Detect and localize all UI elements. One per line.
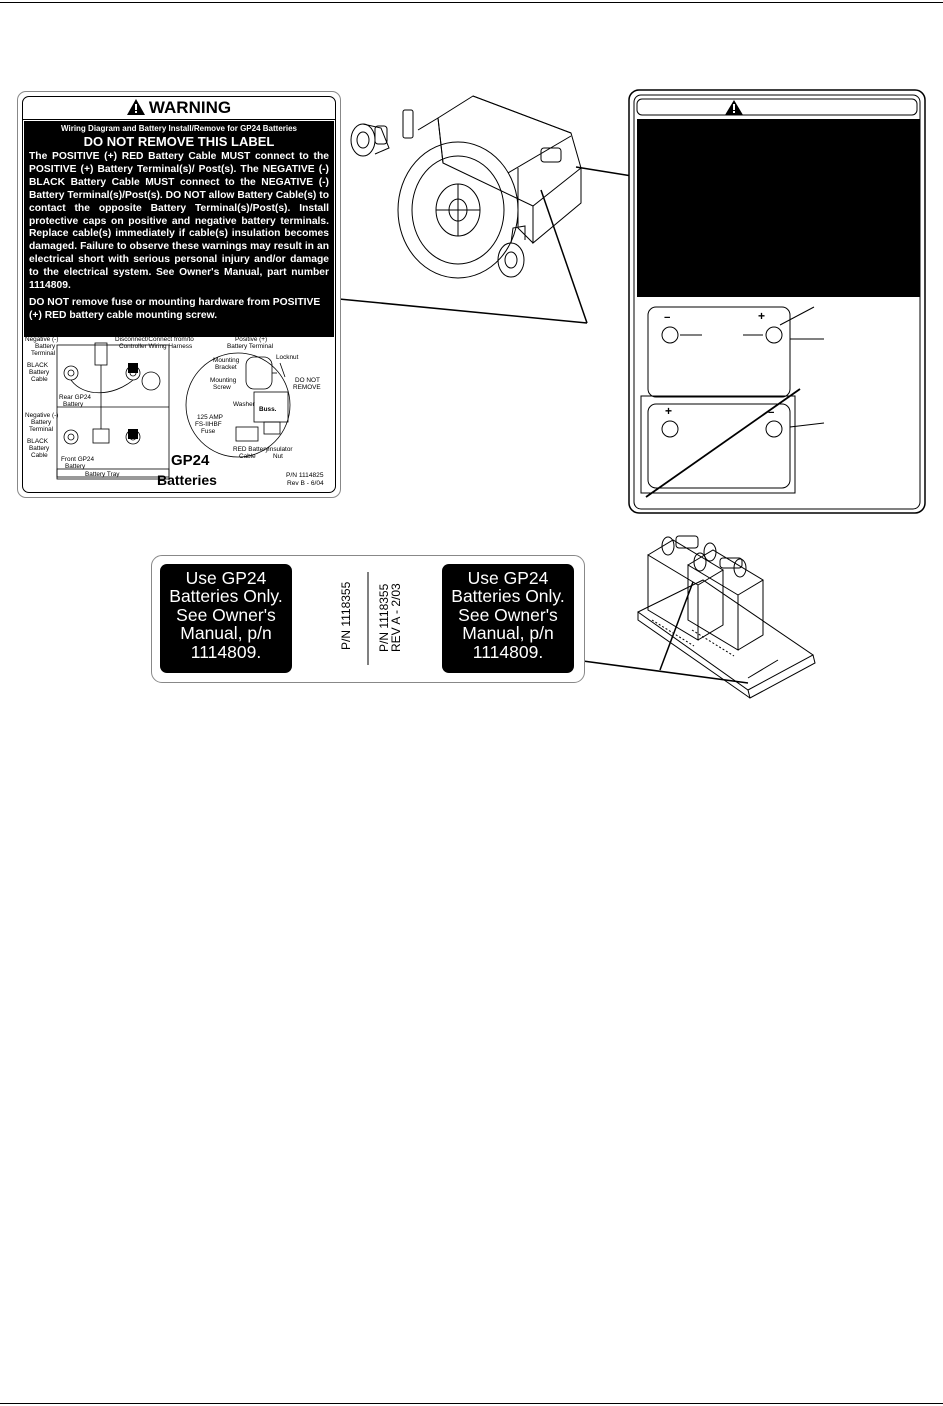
tray-pn-1: P/N 1118355 [339, 581, 353, 650]
tray-right-line-5: 1114809. [472, 641, 544, 662]
tray-rev: REV A - 2/03 [389, 583, 403, 652]
terminal-plus-bottom: + [665, 404, 673, 418]
tray-left-line-1: Use GP24 [185, 568, 267, 588]
label-buss: Buss. [259, 406, 277, 413]
battery-warning-label [17, 91, 341, 498]
label-washer: Washer [233, 401, 255, 408]
label-mounting-screw: Mounting Screw [210, 377, 237, 391]
gp24-title: GP24 [171, 452, 210, 469]
label-black-cable-1: BLACK Battery Cable [27, 362, 50, 383]
label-neg-terminal-1: Negative (-) Battery Terminal [25, 337, 59, 357]
warning-text-panel [24, 121, 334, 337]
tray-left-line-3: See Owner's [176, 604, 276, 625]
label-battery-tray: Battery Tray [85, 471, 120, 478]
battery-tray-illustration [628, 520, 928, 700]
tray-label-right-panel [442, 564, 574, 673]
warning-label-frame [22, 96, 336, 493]
label-do-not-remove: DO NOT REMOVE [293, 377, 321, 391]
label-rear-battery: Rear GP24 Battery [59, 394, 91, 408]
tray-label-left-panel [160, 564, 292, 673]
tray-right-line-4: Manual, p/n [462, 623, 554, 644]
terminal-warning-black-panel [637, 119, 920, 297]
label-red-cable: RED Battery Cable [233, 446, 269, 460]
label-disconnect: Disconnect/Connect from/to Controller Wiring Harness [115, 337, 194, 350]
warning-part-number: P/N 1114825 [286, 472, 324, 479]
fuse-warning-text: DO NOT remove fuse or mounting hardware from POSITIVE (+) RED battery cable mounting screw. [29, 296, 321, 321]
tray-left-line-4: Manual, p/n [180, 623, 272, 644]
warning-subheading: Wiring Diagram and Battery Install/Remove for GP24 Batteries [61, 124, 297, 133]
terminal-plus-top: + [758, 309, 766, 323]
wheelchair-base-illustration [343, 88, 588, 293]
label-black-cable-2: BLACK Battery Cable [27, 438, 50, 459]
tray-label-part-number-panel [296, 564, 440, 673]
label-pos-terminal: Positive (+) Battery Terminal [227, 337, 274, 350]
tray-left-line-5: 1114809. [190, 641, 262, 662]
tray-right-line-1: Use GP24 [467, 568, 549, 588]
do-not-remove-label-text: DO NOT REMOVE THIS LABEL [83, 134, 275, 149]
label-mounting-bracket: Mounting Bracket [213, 357, 240, 371]
warning-heading-bar [23, 97, 335, 120]
bottom-rule [0, 1403, 943, 1404]
warning-triangle-icon [127, 99, 145, 121]
tray-pn-2: P/N 1118355 [377, 583, 391, 652]
warning-revision: Rev B - 6/04 [287, 480, 324, 487]
tray-right-line-3: See Owner's [458, 604, 558, 625]
battery-tray-label [151, 555, 585, 683]
label-fuse: 125 AMP FS-IIHBF Fuse [195, 414, 223, 435]
label-locknut: Locknut [276, 354, 299, 361]
terminal-minus-bottom: − [768, 407, 775, 419]
label-neg-terminal-2: Negative (-) Battery Terminal [25, 412, 59, 433]
warning-body-text: The POSITIVE (+) RED Battery Cable MUST connect to the POSITIVE (+) Battery Terminal(s)/ Post(s). The NEGATIVE (-) BLACK Battery Cable MUST connect to the NEGATIVE (-) Battery Terminal(s)/Post(s). DO NOT allow Battery Cable(s) to contact the opposite Battery Terminal(s)/Post(s). Install protective caps on positive and negative battery terminals. Replace cable(s) immediately if cable(s) insulation becomes damaged. Failure to observe these warnings may result in an electrical short with serious personal injury and/or damage to the electrical system. See Owner's Manual, part number 1114809. [29, 151, 329, 292]
battery-terminal-label [628, 89, 928, 516]
tray-right-line-2: Batteries Only. [451, 586, 565, 607]
wiring-diagram [23, 337, 337, 493]
label-front-battery: Front GP24 Battery [61, 456, 95, 470]
tray-left-line-2: Batteries Only. [169, 586, 283, 607]
terminal-minus-top: − [664, 312, 671, 324]
warning-heading: WARNING [148, 98, 232, 117]
label-insulator-nut: Insulator Nut [268, 446, 293, 460]
batteries-title: Batteries [157, 472, 217, 488]
